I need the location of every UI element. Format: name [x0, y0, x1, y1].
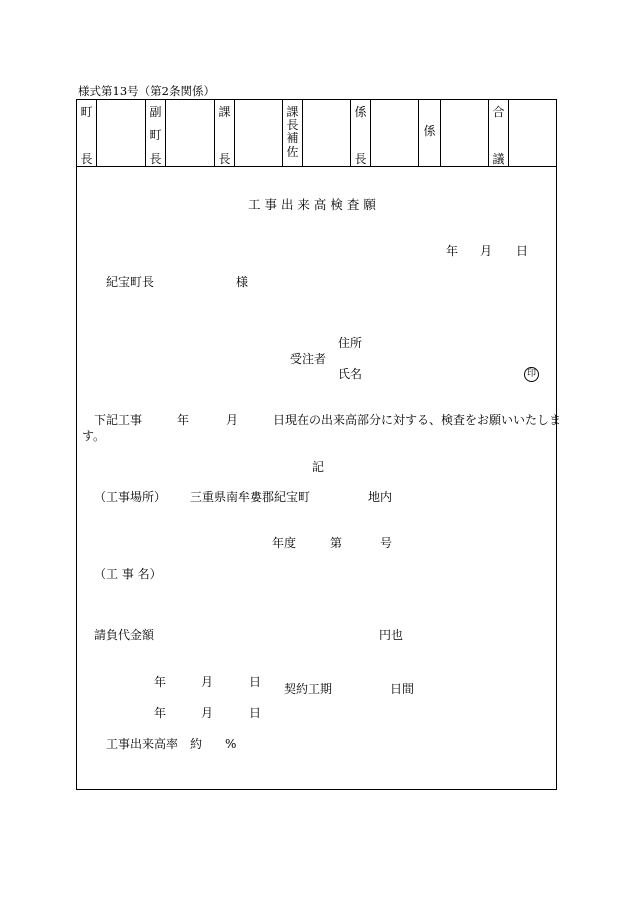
address-label: 住所 — [338, 336, 363, 350]
period-start-month: 月 — [201, 675, 214, 689]
location-label: （工事場所） — [94, 490, 167, 504]
stamp-box-kakaricho[interactable] — [371, 100, 419, 167]
date-year-label: 年 — [446, 244, 459, 258]
stamp-box-kakari[interactable] — [441, 100, 489, 167]
stamp-label-kakaricho: 係 長 — [351, 100, 371, 167]
stamp-box-kacho-hosa[interactable] — [303, 100, 351, 167]
period-start-year: 年 — [154, 675, 167, 689]
date-month-label: 月 — [480, 244, 493, 258]
stamp-label-kacho-hosa: 課 長 補 佐 — [283, 100, 303, 167]
stamp-box-kacho[interactable] — [235, 100, 283, 167]
approval-stamp-table — [76, 99, 557, 167]
request-month: 月 — [226, 413, 239, 427]
period-end-day: 日 — [249, 706, 262, 720]
progress-rate-label: 工事出来高率 — [106, 737, 179, 751]
stamp-label-kakari: 係 — [419, 100, 441, 167]
request-year: 年 — [177, 413, 190, 427]
stamp-label-gogi: 合 議 — [489, 100, 509, 167]
work-name-label: （工 事 名） — [94, 567, 162, 581]
period-end-month: 月 — [201, 706, 214, 720]
fiscal-dai-label: 第 — [330, 536, 343, 550]
stamp-box-gogi[interactable] — [509, 100, 557, 167]
form-number: 様式第13号（第2条関係） — [78, 84, 215, 98]
request-text-a: 下記工事 — [94, 413, 143, 427]
ki-heading: 記 — [312, 460, 325, 474]
date-day-label: 日 — [516, 244, 529, 258]
seal-icon: 印 — [524, 367, 539, 382]
period-start-day: 日 — [249, 675, 262, 689]
name-label: 氏名 — [338, 367, 363, 381]
location-value: 三重県南牟婁郡紀宝町 — [190, 490, 311, 504]
stamp-box-cho[interactable] — [97, 100, 146, 167]
stamp-box-fukucho[interactable] — [166, 100, 215, 167]
form-body-box — [76, 165, 557, 790]
addressee-name: 紀宝町長 — [106, 275, 155, 289]
progress-rate-unit: % — [225, 737, 237, 751]
contract-period-label: 契約工期 — [284, 682, 333, 696]
fiscal-go-label: 号 — [380, 536, 393, 550]
contract-period-days: 日間 — [390, 682, 415, 696]
seal-mark — [524, 366, 539, 382]
contractor-role: 受注者 — [290, 352, 327, 366]
document-title: 工 事 出 来 高 検 査 願 — [248, 197, 376, 212]
contract-amount-unit: 円也 — [379, 628, 404, 642]
location-suffix: 地内 — [368, 490, 393, 504]
request-text-c: す。 — [82, 429, 106, 443]
stamp-label-fukucho: 副 町 長 — [146, 100, 166, 167]
period-end-year: 年 — [154, 706, 167, 720]
request-text-b: 日現在の出来高部分に対する、検査をお願いいたしま — [273, 413, 562, 427]
contract-amount-label: 請負代金額 — [94, 628, 155, 642]
addressee-honorific: 様 — [236, 275, 249, 289]
stamp-label-cho: 町 長 — [77, 100, 97, 167]
stamp-label-kacho: 課 長 — [215, 100, 235, 167]
fiscal-year-label: 年度 — [272, 536, 297, 550]
progress-rate-approx: 約 — [190, 737, 203, 751]
